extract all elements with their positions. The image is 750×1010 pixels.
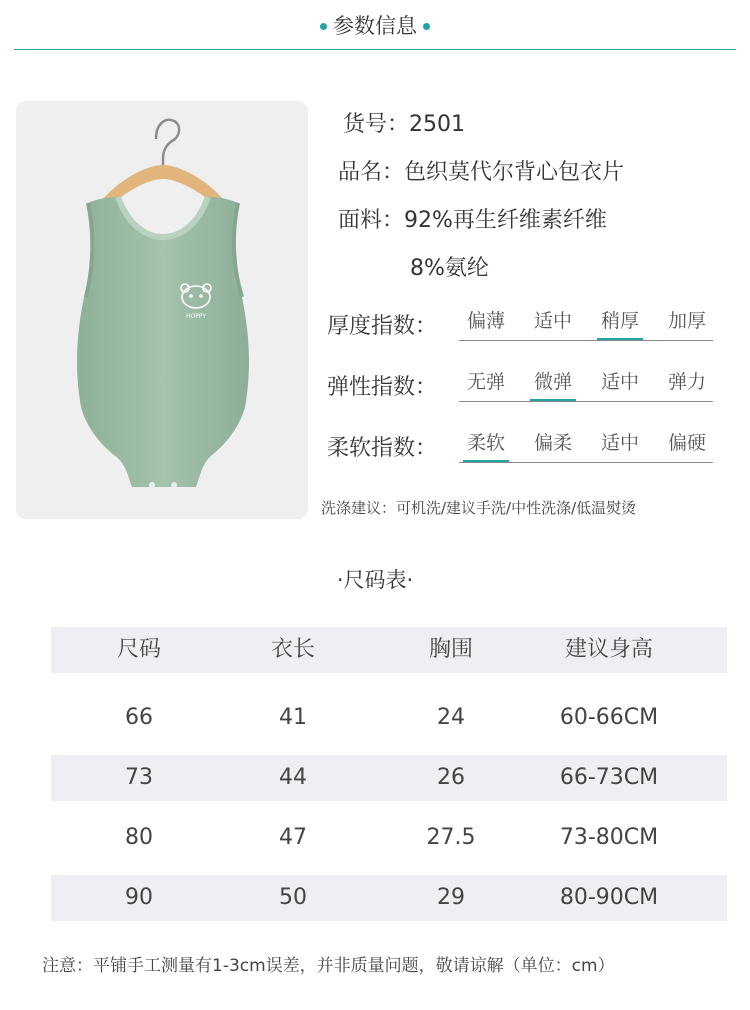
fabric-value-2: 8%氨纶	[410, 256, 489, 281]
sku-row	[343, 110, 465, 140]
table-cell: 73-80CM	[559, 825, 659, 850]
table-row	[51, 875, 727, 921]
fabric-row-2	[410, 254, 489, 284]
svg-text:HOPPY: HOPPY	[185, 313, 207, 320]
table-header-row	[51, 627, 727, 673]
table-cell: 80-90CM	[559, 885, 659, 910]
table-cell: 60-66CM	[559, 705, 659, 730]
table-cell: 26	[437, 765, 465, 790]
title-dot-left	[320, 23, 327, 30]
product-image	[16, 101, 308, 519]
table-cell: 24	[437, 705, 465, 730]
table-cell: 50	[279, 885, 307, 910]
product-name-label: 品名：	[338, 160, 405, 185]
fabric-value: 92%再生纤维素纤维	[404, 208, 607, 233]
section-title-text: 参数信息	[333, 14, 417, 38]
table-cell: 66	[125, 705, 153, 730]
table-row	[51, 755, 727, 801]
softness-option-selected: 柔软	[459, 430, 513, 456]
table-cell: 41	[279, 705, 307, 730]
thickness-index-label: 厚度指数：	[327, 314, 438, 339]
elasticity-option: 无弹	[466, 371, 505, 393]
table-row	[51, 695, 727, 741]
table-cell: 44	[279, 765, 307, 790]
softness-index-label: 柔软指数：	[327, 436, 438, 461]
elasticity-index-label: 弹性指数：	[327, 375, 438, 400]
softness-option: 偏硬	[667, 432, 706, 454]
softness-option: 偏柔	[533, 432, 572, 454]
sku-value: 2501	[409, 112, 466, 137]
sku-label: 货号：	[343, 112, 410, 137]
thickness-option: 偏薄	[466, 310, 505, 332]
elasticity-index-scale	[459, 369, 713, 402]
elasticity-option: 适中	[600, 371, 639, 393]
wash-advice: 洗涤建议：可机洗/建议手洗/中性洗涤/低温熨烫	[321, 499, 637, 517]
table-cell: 66-73CM	[559, 765, 659, 790]
section-title	[0, 10, 750, 42]
softness-index-scale	[459, 430, 713, 463]
header-divider	[14, 49, 736, 50]
table-cell: 73	[125, 765, 153, 790]
fabric-row	[338, 206, 607, 236]
table-cell: 90	[125, 885, 153, 910]
table-header-cell: 衣长	[270, 637, 315, 662]
table-header-cell: 尺码	[116, 637, 161, 662]
table-header-cell: 建议身高	[564, 637, 653, 662]
title-dot-right	[423, 23, 430, 30]
table-cell: 80	[125, 825, 153, 850]
elasticity-option-selected: 微弹	[526, 369, 580, 395]
product-name-row	[338, 158, 624, 188]
thickness-option: 加厚	[667, 310, 706, 332]
table-cell: 29	[437, 885, 465, 910]
table-cell: 27.5	[426, 825, 476, 850]
thickness-index-scale	[459, 308, 713, 341]
softness-option: 适中	[600, 432, 639, 454]
product-name-value: 色织莫代尔背心包衣片	[404, 160, 625, 185]
table-cell: 47	[279, 825, 307, 850]
table-row	[51, 815, 727, 861]
table-header-cell: 胸围	[428, 637, 473, 662]
thickness-option: 适中	[533, 310, 572, 332]
measurement-note: 注意：平铺手工测量有1-3cm误差，并非质量问题，敬请谅解（单位：cm）	[42, 956, 615, 976]
fabric-label: 面料：	[338, 208, 405, 233]
elasticity-option: 弹力	[667, 371, 706, 393]
thickness-option-selected: 稍厚	[593, 308, 647, 334]
size-table-title: ·尺码表·	[336, 568, 414, 592]
